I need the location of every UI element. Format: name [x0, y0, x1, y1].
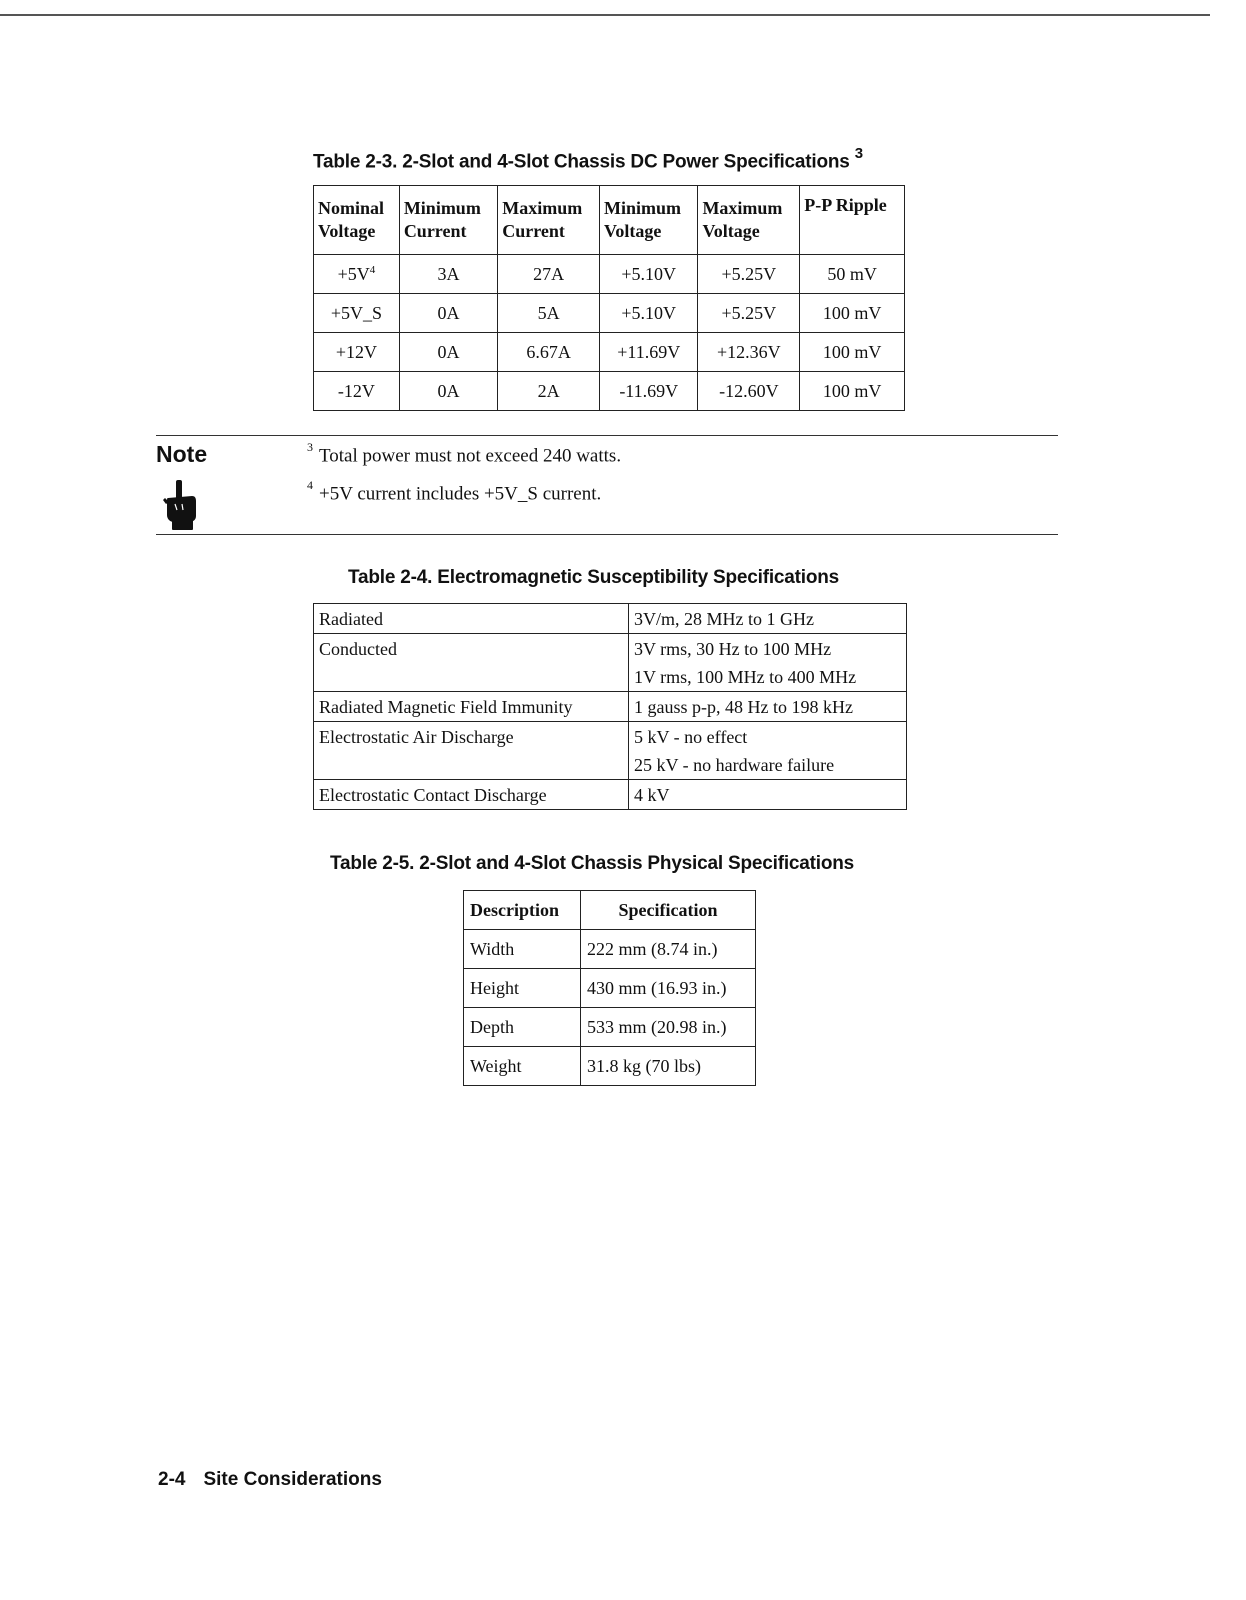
cell-label: Electrostatic Air Discharge [314, 722, 629, 780]
cell-max-voltage: +5.25V [698, 255, 800, 294]
cell-min-current: 0A [399, 333, 497, 372]
em-susceptibility-table [313, 603, 907, 810]
note-top-rule [156, 435, 1058, 436]
header-description: Description [464, 891, 581, 930]
cell-max-voltage: +12.36V [698, 333, 800, 372]
note-bottom-rule [156, 534, 1058, 535]
cell-value: 5 kV - no effect 25 kV - no hardware failure [629, 722, 907, 780]
cell-nominal: +12V [314, 333, 400, 372]
cell-description: Height [464, 969, 581, 1008]
cell-max-current: 27A [498, 255, 600, 294]
page-number: 2-4 [158, 1469, 186, 1490]
cell-nominal: $+5V^4$ [314, 255, 400, 294]
cell-min-voltage: +5.10V [600, 294, 698, 333]
table-row [314, 722, 907, 780]
cell-ripple: 50 mV [800, 255, 905, 294]
table-2-4-caption: Table 2-4. Electromagnetic Susceptibility Specifications [348, 567, 840, 588]
physical-spec-table [463, 890, 756, 1086]
cell-label: Radiated [314, 604, 629, 634]
footnote-marker: 3 [307, 440, 313, 454]
page-footer [158, 1469, 382, 1491]
footnote-marker: 4 [307, 478, 313, 492]
cell-specification: 533 mm (20.98 in.) [581, 1008, 756, 1047]
table-row [314, 333, 905, 372]
header-nominal-voltage: Nominal Voltage [314, 186, 400, 255]
header-minimum-current: Minimum Current [399, 186, 497, 255]
pointing-hand-icon [163, 480, 199, 532]
footnote-3 [307, 440, 622, 467]
section-title: Site Considerations [203, 1469, 382, 1490]
cell-specification: 31.8 kg (70 lbs) [581, 1047, 756, 1086]
table-2-3-caption-ref: 3 [854, 145, 863, 162]
cell-max-current: 5A [498, 294, 600, 333]
table-row [314, 780, 907, 810]
cell-min-voltage: +5.10V [600, 255, 698, 294]
cell-specification: 430 mm (16.93 in.) [581, 969, 756, 1008]
cell-min-current: 0A [399, 372, 497, 411]
table-row [464, 930, 756, 969]
table-2-3-caption [313, 147, 863, 173]
table-row [464, 1008, 756, 1047]
cell-ripple: 100 mV [800, 333, 905, 372]
cell-max-voltage: +5.25V [698, 294, 800, 333]
cell-nominal: +5V_S [314, 294, 400, 333]
cell-description: Weight [464, 1047, 581, 1086]
table-row [464, 1047, 756, 1086]
cell-min-current: 3A [399, 255, 497, 294]
table-header-row [314, 186, 905, 255]
footnote-text: Total power must not exceed 240 watts. [319, 445, 622, 467]
cell-min-voltage: -11.69V [600, 372, 698, 411]
table-row [314, 634, 907, 692]
header-pp-ripple: P-P Ripple [800, 186, 905, 255]
table-row [314, 255, 905, 294]
header-maximum-voltage: Maximum Voltage [698, 186, 800, 255]
table-row [314, 604, 907, 634]
table-row [314, 372, 905, 411]
cell-nominal: -12V [314, 372, 400, 411]
table-row [314, 294, 905, 333]
cell-ripple: 100 mV [800, 294, 905, 333]
top-rule [0, 14, 1210, 16]
cell-ripple: 100 mV [800, 372, 905, 411]
cell-specification: 222 mm (8.74 in.) [581, 930, 756, 969]
footnote-4 [307, 478, 602, 505]
dc-power-spec-table [313, 185, 905, 411]
table-row [464, 969, 756, 1008]
footnote-text: +5V current includes +5V_S current. [319, 483, 602, 505]
table-2-5-caption: Table 2-5. 2-Slot and 4-Slot Chassis Physical Specifications [330, 853, 855, 874]
cell-min-current: 0A [399, 294, 497, 333]
cell-max-voltage: -12.60V [698, 372, 800, 411]
cell-description: Width [464, 930, 581, 969]
cell-max-current: 6.67A [498, 333, 600, 372]
header-maximum-current: Maximum Current [498, 186, 600, 255]
header-specification: Specification [581, 891, 756, 930]
table-2-3-caption-text: Table 2-3. 2-Slot and 4-Slot Chassis DC Power Specifications [313, 151, 850, 173]
cell-min-voltage: +11.69V [600, 333, 698, 372]
cell-label: Radiated Magnetic Field Immunity [314, 692, 629, 722]
cell-description: Depth [464, 1008, 581, 1047]
cell-value: 3V/m, 28 MHz to 1 GHz [629, 604, 907, 634]
table-row [314, 692, 907, 722]
cell-value: 4 kV [629, 780, 907, 810]
cell-value: 1 gauss p-p, 48 Hz to 198 kHz [629, 692, 907, 722]
cell-value: 3V rms, 30 Hz to 100 MHz 1V rms, 100 MHz to 400 MHz [629, 634, 907, 692]
cell-max-current: 2A [498, 372, 600, 411]
note-heading: Note [156, 441, 208, 467]
header-minimum-voltage: Minimum Voltage [600, 186, 698, 255]
cell-label: Electrostatic Contact Discharge [314, 780, 629, 810]
cell-label: Conducted [314, 634, 629, 692]
table-header-row [464, 891, 756, 930]
